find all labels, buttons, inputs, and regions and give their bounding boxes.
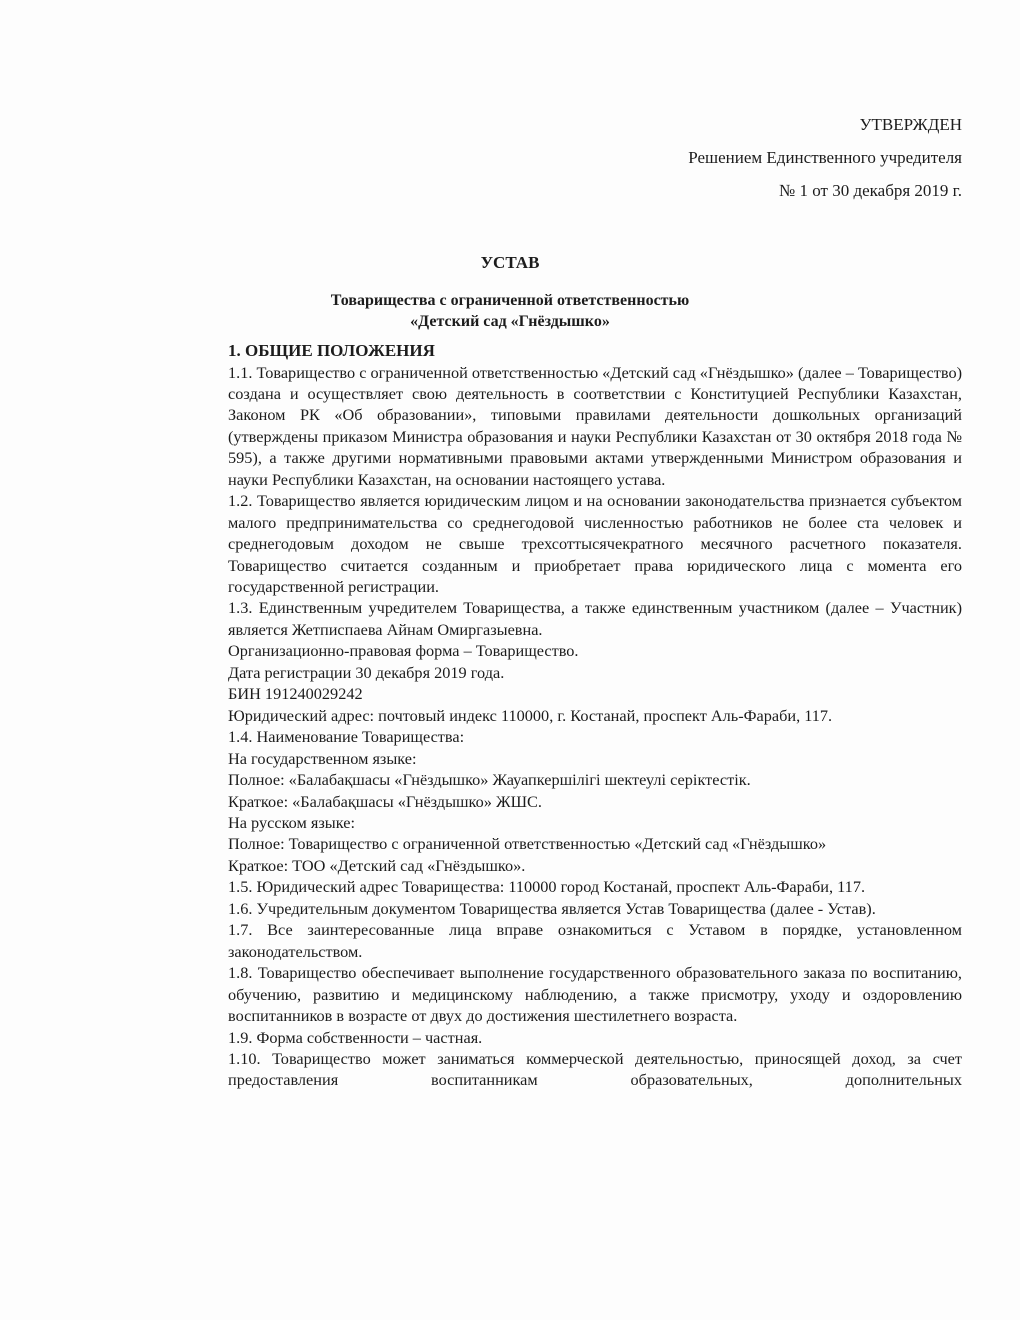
kz-short-name: Краткое: «Балабақшасы «Гнёздышко» ЖШС. bbox=[228, 791, 542, 811]
bin-number: БИН 191240029242 bbox=[228, 684, 363, 704]
paragraph-1-9: 1.9. Форма собственности – частная. bbox=[228, 1027, 483, 1047]
document-subtitle bbox=[0, 290, 1020, 332]
paragraph-1-10: 1.10. Товарищество может заниматься коммерческой деятельностью, приносящей доход, за счет предоставления воспитанникам образовательных, дополнительных bbox=[228, 1049, 962, 1090]
subtitle-line-2: «Детский сад «Гнёздышко» bbox=[410, 313, 610, 330]
paragraph-1-7: 1.7. Все заинтересованные лица вправе ознакомиться с Уставом в порядке, установленном законодательством. bbox=[228, 920, 962, 961]
paragraph-1-4: 1.4. Наименование Товарищества: bbox=[228, 727, 465, 747]
approval-decision: Решением Единственного учредителя bbox=[688, 148, 962, 167]
paragraph-1-1: 1.1. Товарищество с ограниченной ответственностью «Детский сад «Гнёздышко» (далее – Товарищество) создана и осуществляет свою деятельность в соответствии с Конституцией Республики Казахстан, Законом РК «Об образовании», типовыми правилами деятельности дошкольных организаций (утверждены приказом Министра образования и науки Республики Казахстан от 30 октября 2018 года № 595), а также другими нормативными правовыми актами утвержденными Министром образования и науки Республики Казахстан, на основании настоящего устава. bbox=[228, 362, 963, 489]
legal-address: Юридический адрес: почтовый индекс 110000, г. Костанай, проспект Аль-Фараби, 117. bbox=[228, 705, 833, 725]
subtitle-line-1: Товарищества с ограниченной ответственностью bbox=[330, 292, 690, 309]
paragraph-1-2: 1.2. Товарищество является юридическим лицом и на основании законодательства признается субъектом малого предпринимательства со среднегодовой численностью работников не более ста человек и среднегодовым доходом не свыше трехсоттысячекратного месячного расчетного показателя. Товарищество считается созданным и приобретает права юридического лица с момента его государственной регистрации. bbox=[228, 491, 962, 597]
paragraph-1-3: 1.3. Единственным учредителем Товарищества, а также единственным участником (далее – Участник) является Жетписпаева Айнам Омиргазыевна. bbox=[228, 598, 962, 639]
state-language-label: На государственном языке: bbox=[228, 748, 417, 768]
paragraph-1-5: 1.5. Юридический адрес Товарищества: 110000 город Костанай, проспект Аль-Фараби, 117. bbox=[228, 877, 866, 897]
document-body bbox=[228, 340, 962, 1091]
approval-status: УТВЕРЖДЕН bbox=[859, 115, 962, 134]
registration-date: Дата регистрации 30 декабря 2019 года. bbox=[228, 662, 505, 682]
russian-language-label: На русском языке: bbox=[228, 813, 355, 833]
ru-short-name: Краткое: ТОО «Детский сад «Гнёздышко». bbox=[228, 855, 526, 875]
approval-block bbox=[688, 108, 962, 207]
org-form: Организационно-правовая форма – Товарищество. bbox=[228, 641, 579, 661]
paragraph-1-6: 1.6. Учредительным документом Товарищества является Устав Товарищества (далее - Устав). bbox=[228, 898, 876, 918]
approval-number-date: № 1 от 30 декабря 2019 г. bbox=[779, 181, 962, 200]
document-title: УСТАВ bbox=[480, 253, 540, 272]
ru-full-name: Полное: Товарищество с ограниченной ответственностью «Детский сад «Гнёздышко» bbox=[228, 834, 827, 854]
paragraph-1-8: 1.8. Товарищество обеспечивает выполнение государственного образовательного заказа по воспитанию, обучению, развитию и медицинскому наблюдению, а также присмотру, уходу и оздоровлению воспитанников в возрасте от двух до достижения шестилетнего возраста. bbox=[228, 963, 962, 1026]
section-heading: 1. ОБЩИЕ ПОЛОЖЕНИЯ bbox=[228, 341, 435, 360]
kz-full-name: Полное: «Балабақшасы «Гнёздышко» Жауапкершілігі шектеулі серіктестік. bbox=[228, 770, 751, 790]
